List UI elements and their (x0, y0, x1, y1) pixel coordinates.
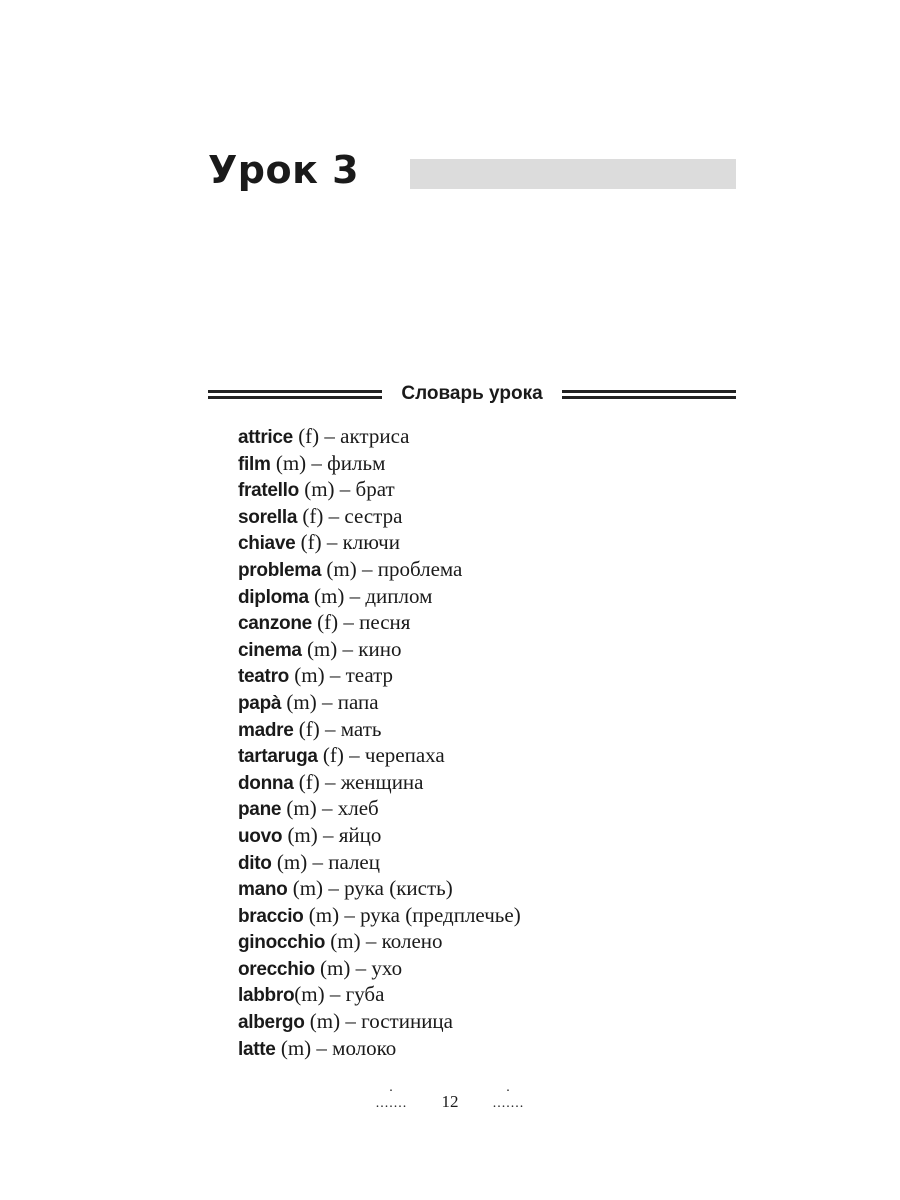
vocab-gender: (m) (281, 689, 317, 714)
vocab-gender: (f) (292, 424, 320, 448)
vocab-word: ginocchio (238, 932, 326, 954)
vocab-word: chiave (238, 533, 296, 555)
vocab-translation: – яйцо (317, 822, 382, 847)
vocab-word: orecchio (238, 958, 315, 980)
vocab-entry (238, 849, 521, 876)
vocab-word: uovo (238, 825, 283, 847)
vocab-entry (238, 689, 521, 716)
vocab-word: fratello (238, 480, 299, 502)
title-decoration-bar (410, 159, 736, 189)
vocab-word: teatro (238, 666, 289, 688)
vocab-entry (238, 795, 521, 822)
vocab-translation: – актриса (319, 424, 410, 448)
vocab-entry (238, 742, 521, 769)
double-rule-left (208, 390, 382, 400)
double-rule-right (562, 390, 736, 400)
vocab-word: sorella (238, 506, 298, 528)
vocab-translation: – черепаха (343, 743, 445, 768)
vocab-translation: – гостиница (340, 1009, 453, 1034)
page-number: 12 (441, 1092, 459, 1111)
vocab-translation: – женщина (319, 769, 424, 794)
vocab-gender: (m) (308, 583, 345, 608)
vocab-word: cinema (238, 639, 302, 661)
page-footer (0, 1080, 900, 1112)
lesson-title: Урок 3 (208, 148, 360, 192)
vocab-gender: (m) (289, 663, 325, 688)
vocab-gender: (m) (287, 876, 324, 901)
vocab-gender: (m) (314, 955, 351, 980)
vocab-entry (238, 822, 521, 849)
vocab-translation: – палец (307, 849, 380, 874)
vocab-translation: – рука (кисть) (323, 876, 453, 901)
vocab-entry (238, 583, 521, 610)
vocab-word: papà (238, 692, 282, 714)
vocab-translation: – диплом (344, 583, 433, 608)
vocab-gender: (f) (317, 743, 344, 768)
vocab-word: madre (238, 719, 294, 741)
vocab-translation: – мать (319, 716, 382, 741)
vocab-gender: (f) (311, 610, 339, 635)
vocab-entry (238, 609, 521, 636)
vocab-gender: (f) (295, 530, 322, 555)
vocab-translation: – песня (338, 610, 411, 635)
vocab-translation: – губа (324, 982, 385, 1007)
vocab-entry (238, 476, 521, 503)
vocab-entry (238, 662, 521, 689)
vocab-translation: – кино (337, 636, 402, 661)
vocab-entry (238, 636, 521, 663)
vocab-gender: (m) (271, 849, 308, 874)
vocab-gender: (m) (270, 450, 307, 475)
vocab-word: mano (238, 879, 288, 901)
vocab-gender: (f) (297, 503, 324, 528)
vocab-entry (238, 928, 521, 955)
section-header (208, 378, 736, 410)
vocab-gender: (m) (301, 636, 338, 661)
vocab-word: latte (238, 1038, 276, 1060)
vocab-gender: (m) (281, 796, 317, 821)
vocab-gender: (m) (321, 556, 357, 581)
vocab-entry (238, 423, 521, 450)
vocab-entry (238, 529, 521, 556)
vocab-gender: (m) (298, 477, 335, 502)
vocab-word: donna (238, 772, 294, 794)
vocab-translation: – брат (334, 477, 395, 502)
vocab-translation: – ключи (321, 530, 400, 555)
vocab-word: braccio (238, 905, 304, 927)
vocab-gender: (m) (275, 1035, 312, 1060)
vocab-entry (238, 1008, 521, 1035)
vocab-word: dito (238, 852, 272, 874)
vocab-gender: (m) (325, 929, 361, 954)
vocab-gender: (m) (303, 902, 340, 927)
vocab-translation: – хлеб (316, 796, 379, 821)
section-title: Словарь урока (401, 383, 543, 404)
vocab-translation: – сестра (323, 503, 403, 528)
vocab-word: problema (238, 559, 322, 581)
vocab-word: attrice (238, 427, 293, 448)
vocab-word: pane (238, 799, 282, 821)
vocab-entry (238, 875, 521, 902)
vocab-entry (238, 556, 521, 583)
vocab-gender: (m) (294, 982, 325, 1007)
vocab-entry (238, 955, 521, 982)
vocab-translation: – фильм (306, 450, 386, 475)
vocab-word: albergo (238, 1012, 305, 1034)
vocab-translation: – папа (316, 689, 379, 714)
vocab-entry (238, 981, 521, 1008)
vocab-word: film (238, 453, 271, 475)
vocab-entry (238, 503, 521, 530)
vocab-gender: (m) (304, 1009, 341, 1034)
vocab-translation: – рука (предплечье) (339, 902, 521, 927)
vocab-gender: (f) (293, 769, 320, 794)
vocab-gender: (m) (282, 822, 318, 847)
vocab-word: canzone (238, 613, 312, 635)
footer-ornament-left: . ....... (375, 1080, 408, 1111)
vocab-word: labbro (238, 985, 295, 1007)
vocab-entry (238, 716, 521, 743)
vocab-translation: – молоко (311, 1035, 397, 1060)
vocab-translation: – ухо (350, 955, 403, 980)
vocab-entry (238, 450, 521, 477)
vocab-translation: – театр (324, 663, 394, 688)
vocab-translation: – проблема (356, 556, 463, 581)
vocab-entry (238, 769, 521, 796)
footer-ornament-right: . ....... (492, 1080, 525, 1111)
vocab-gender: (f) (293, 716, 320, 741)
vocab-translation: – колено (360, 929, 443, 954)
vocab-word: tartaruga (238, 746, 318, 768)
vocabulary-list (238, 423, 521, 1061)
vocab-entry (238, 902, 521, 929)
vocab-entry (238, 1035, 521, 1062)
vocab-word: diploma (238, 586, 309, 608)
